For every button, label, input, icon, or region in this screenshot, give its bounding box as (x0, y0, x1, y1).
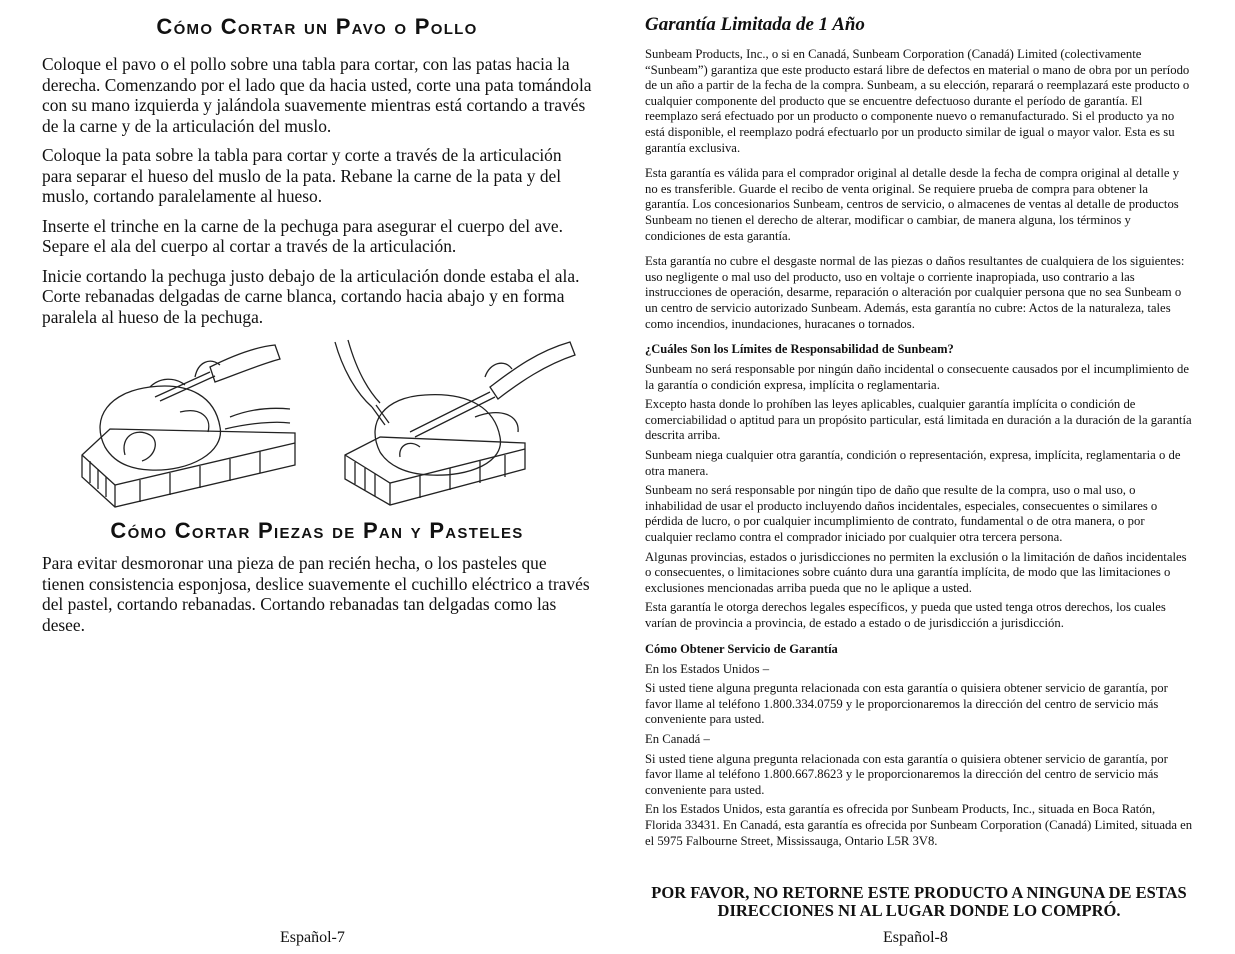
cutting-board-right (345, 437, 525, 505)
warranty-paragraph: Algunas provincias, estados o jurisdicciones no permiten la exclusión o la limitación de daños incidentales o consecuentes, o limitaciones sobre cuánto dura una garantía implícita, de modo que las limitaciones o exclusiones mencionadas arriba pueda que no le aplique a usted. (645, 549, 1187, 595)
warranty-paragraph: Esta garantía no cubre el desgaste normal de las piezas o daños resultantes de cualquiera de los siguientes: uso negligente o mal uso del producto, uso en voltaje o corriente inapropiada, uso contrario a las instrucciones de operación, desarme, reparación o alteración por cualquier persona que no sea Sunbeam o un centro de servicio autorizado Sunbeam. Además, esta garantía no cubre: Actos de la naturaleza, tales como incendios, inundaciones, huracanes o tornados. (645, 254, 1185, 331)
page-number-left: Español-7 (280, 929, 345, 946)
left-page (42, 14, 592, 336)
canada-label: En Canadá – (645, 731, 710, 746)
return-notice: POR FAVOR, NO RETORNE ESTE PRODUCTO A NINGUNA DE ESTAS DIRECCIONES NI AL LUGAR DONDE LO COMPRÓ. (651, 883, 1187, 920)
us-label: En los Estados Unidos – (645, 661, 770, 676)
service-heading: Cómo Obtener Servicio de Garantía (645, 641, 838, 656)
carving-illustration (80, 337, 580, 512)
canada-service-text: Si usted tiene alguna pregunta relacionada con esta garantía o quisiera obtener servicio de garantía, por favor llame al teléfono 1.800.667.8623 y le proporcionaremos la dirección del centro de servicio más conveniente para usted. (645, 751, 1168, 797)
warranty-paragraph: Esta garantía es válida para el comprador original al detalle desde la fecha de compra original al detalle y no es transferible. Guarde el recibo de venta original. Se requiere prueba de compra para obtener la garantía. Los concesionarios Sunbeam, centros de servicio, o almacenes de ventas al detalle de productos Sunbeam no tienen el derecho de alterar, modificar o cambiar, de manera alguna, los términos y condiciones de esta garantía. (645, 166, 1180, 243)
section-title-cut-bread: Cómo Cortar Piezas de Pan y Pasteles (110, 518, 524, 543)
paragraph-bread: Para evitar desmoronar una pieza de pan recién hecha, o los pasteles que tienen consistencia esponjosa, deslice suavemente el cuchillo eléctrico a través del pastel, cortando rebanadas. Cortando rebanadas tan delgadas como las desee. (42, 553, 590, 635)
paragraph: Coloque la pata sobre la tabla para cortar y corte a través de la articulación para separar el hueso del muslo de la pata. Rebane la carne de la pata y del muslo, cortando paralelamente al hueso. (42, 145, 562, 206)
warranty-paragraph: Sunbeam no será responsable por ningún tipo de daño que resulte de la compra, uso o mal uso, o inhabilidad de usar el producto incluyendo daños incidentales, especiales, consecuentes o similares o pérdida de lucro, o por cualquier incumplimiento de contrato, fundamental o de otra manera, o por cualquier reclamo contra el comprador iniciado por cualquier otra tercera persona. (645, 483, 1158, 545)
warranty-title: Garantía Limitada de 1 Año (645, 14, 865, 35)
turkey-right (375, 395, 518, 476)
right-page (645, 14, 1193, 849)
warranty-paragraph: En los Estados Unidos, esta garantía es ofrecida por Sunbeam Products, Inc., situada en Boca Ratón, Florida 33431. En Canadá, esta garantía es ofrecida por Sunbeam Corporation (Canadá) Limited, situada en el 5975 Falbourne Street, Mississauga, Ontario L5R 3V8. (645, 802, 1193, 848)
liability-heading: ¿Cuáles Son los Límites de Responsabilidad de Sunbeam? (645, 342, 954, 357)
warranty-paragraph: Sunbeam no será responsable por ningún daño incidental o consecuente causados por el incumplimiento de la garantía o condición expresa, implícita o reglamentaria. (645, 362, 1190, 392)
fork-knife-right (335, 340, 575, 437)
section-title-carve-poultry: Cómo Cortar un Pavo o Pollo (156, 14, 478, 39)
warranty-paragraph: Sunbeam Products, Inc., o si en Canadá, Sunbeam Corporation (Canadá) Limited (colectivamente “Sunbeam”) garantiza que este producto estará libre de defectos en material o mano de obra por un período de un año a partir de la fecha de la compra. Sunbeam, a su elección, reparará o reemplazará este producto o cualquier componente del producto que se encuentre defectuoso durante el período de garantía. El reemplazo será efectuado por un producto o componente nuevo o remanufacturado. Si el producto ya no está disponible, el reemplazo podrá efectuarlo por un producto similar de igual o mayor valor. Esta es su garantía exclusiva. (645, 47, 1190, 155)
page-number-right: Español-8 (883, 929, 948, 946)
warranty-paragraph: Sunbeam niega cualquier otra garantía, condición o representación, expresa, implícita, reglamentaria o de otra manera. (645, 448, 1181, 478)
us-service-text: Si usted tiene alguna pregunta relacionada con esta garantía o quisiera obtener servicio de garantía, por favor llame al teléfono 1.800.334.0759 y le proporcionaremos la dirección del centro de servicio más conveniente para usted. (645, 681, 1168, 727)
paragraph: Inserte el trinche en la carne de la pechuga para asegurar el cuerpo del ave. Separe el ala del cuerpo al cortar a través de la articulación. (42, 215, 563, 256)
warranty-paragraph: Esta garantía le otorga derechos legales específicos, y pueda que usted tenga otros derechos, los cuales varían de provincia a provincia, de estado a estado o de jurisdicción a jurisdicción. (645, 600, 1166, 630)
turkey-left (100, 379, 220, 470)
warranty-paragraph: Excepto hasta donde lo prohíben las leyes aplicables, cualquier garantía implícita o condición de comerciabilidad o aptitud para un propósito particular, está limitada en duración a la duración de la garantía descrita arriba. (645, 397, 1192, 443)
cutting-board-left (82, 429, 295, 507)
paragraph: Inicie cortando la pechuga justo debajo de la articulación donde estaba el ala. Corte rebanadas delgadas de carne blanca, cortando hacia abajo y en forma paralela al hueso de la pechuga. (42, 265, 580, 327)
paragraph: Coloque el pavo o el pollo sobre una tabla para cortar, con las patas hacia la derecha. Comenzando por el lado que da hacia usted, corte una pata tomándola con su mano izquierda y jalándola suavemente mientras está cortando a través de la carne y de la articulación del muslo. (42, 54, 592, 136)
